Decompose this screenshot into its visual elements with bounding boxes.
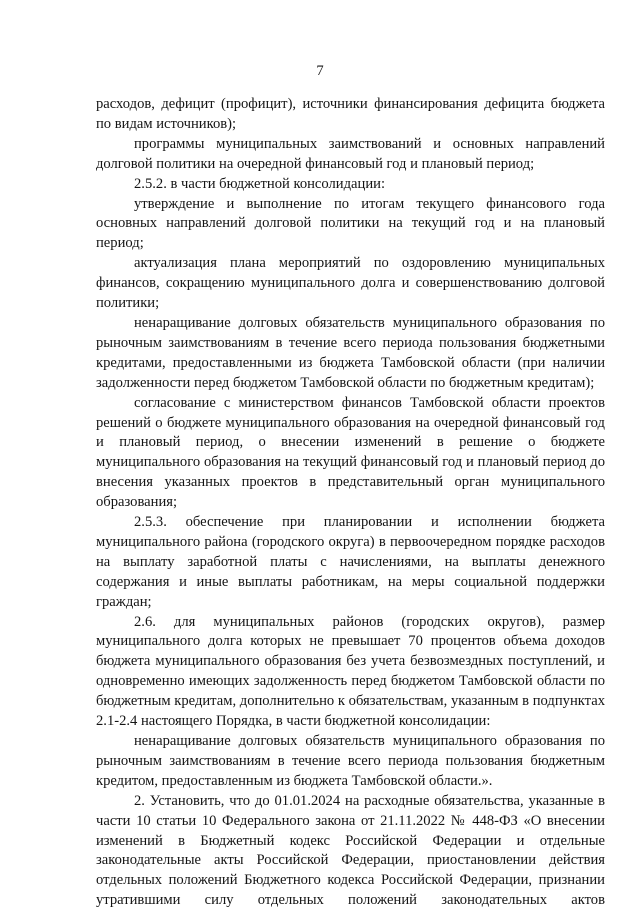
paragraph: 2.5.3. обеспечение при планировании и исполнении бюджета муниципального района (городского округа) в первоочередном порядке расходов на выплату заработной платы с начислениями, на выплаты денежного содержания и иные выплаты работникам, на меры социальной поддержки граждан;: [96, 514, 605, 610]
paragraph: 2.5.2. в части бюджетной консолидации:: [134, 175, 385, 192]
paragraph: 2. Установить, что до 01.01.2024 на расходные обязательства, указанные в части 10 статьи 10 Федерального закона от 21.11.2022 № 448-ФЗ «О внесении изменений в Бюджетный кодекс Российской Федерации и отдельные законодательные акты Российской Федерации, приостановлении действия отдельных положений Бюджетного кодекса Российской Федерации, признании утратившими силу отдельных положений законодательных актов: [96, 792, 605, 909]
paragraph: ненаращивание долговых обязательств муниципального образования по рыночным заимствованиям в течение всего периода пользования бюджетными кредитами, предоставленными из бюджета Тамбовской области (при наличии задолженности перед бюджетом Тамбовской области по бюджетным кредитам);: [96, 314, 605, 391]
paragraph: расходов, дефицит (профицит), источники финансирования дефицита бюджета по видам источников);: [96, 96, 605, 132]
paragraph: программы муниципальных заимствований и основных направлений долговой политики на очередной финансовый год и плановый период;: [96, 135, 605, 172]
page-number: 7: [316, 63, 324, 79]
paragraph: 2.6. для муниципальных районов (городских округов), размер муниципального долга которых не превышает 70 процентов объема доходов бюджета муниципального образования без учета безвозмездных поступлений, и одновременно имеющих задолженность перед бюджетом Тамбовской области по бюджетным кредитам, дополнительно к обязательствам, указанным в подпунктах 2.1-2.4 настоящего Порядка, в части бюджетной консолидации:: [96, 613, 605, 730]
paragraph: согласование с министерством финансов Тамбовской области проектов решений о бюджете муниципального образования на очередной финансовый год и плановый период, о внесении изменений в решение о бюджете муниципального образования на текущий финансовый год и плановый период до внесения указанных проектов в представительный орган муниципального образования;: [96, 394, 605, 511]
paragraph: ненаращивание долговых обязательств муниципального образования по рыночным заимствованиям в течение всего периода пользования бюджетным кредитом, предоставленным из бюджета Тамбовской области.».: [96, 733, 605, 789]
paragraph: актуализация плана мероприятий по оздоровлению муниципальных финансов, сокращению муниципального долга и совершенствованию долговой политики;: [96, 255, 605, 312]
paragraph: утверждение и выполнение по итогам текущего финансового года основных направлений долговой политики на текущий год и на плановый период;: [96, 195, 605, 252]
document-body: [96, 95, 605, 911]
